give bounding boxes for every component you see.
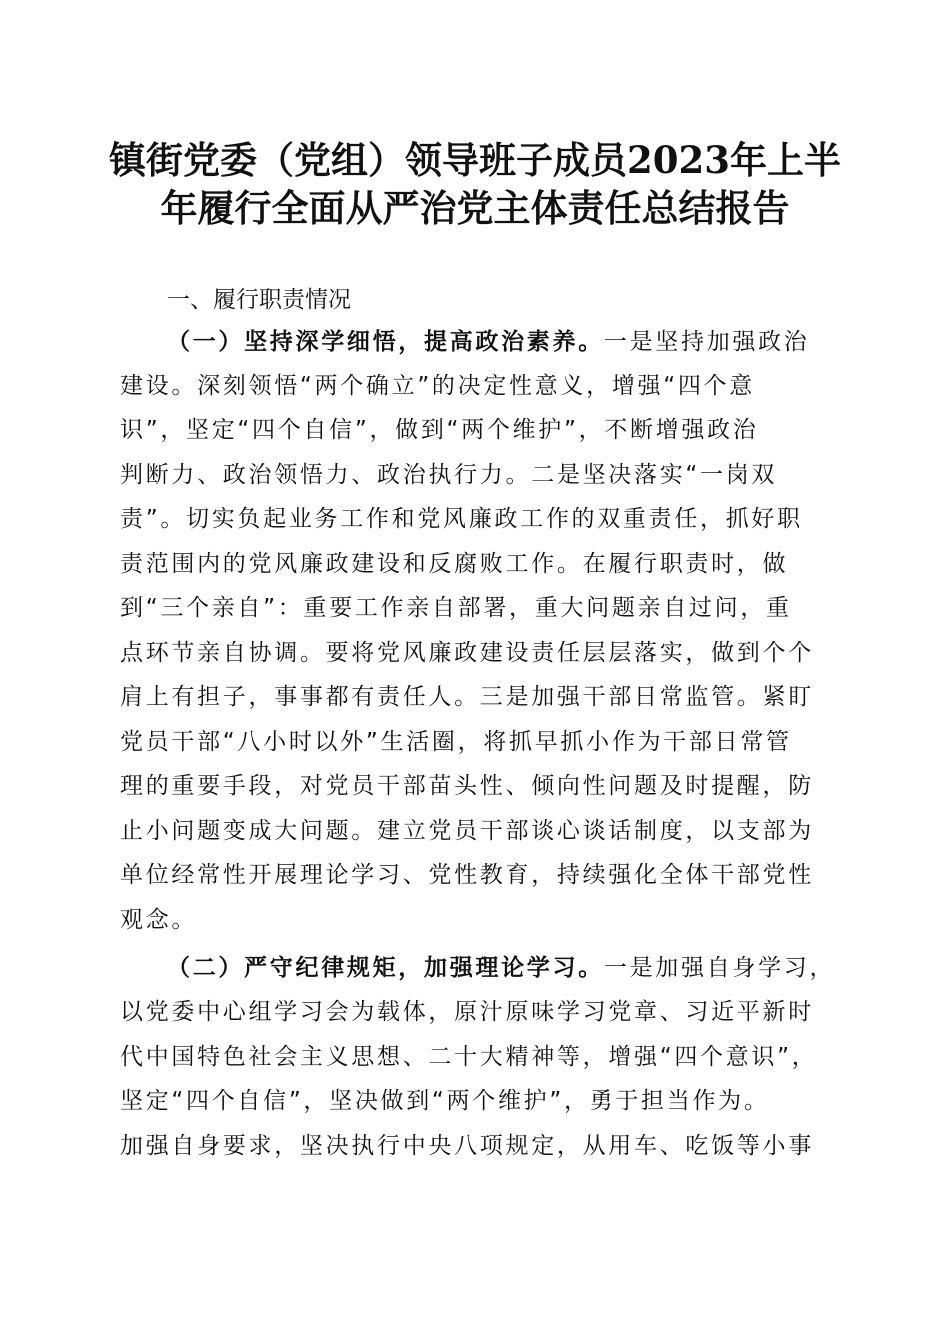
paragraph-2-lead: （二）严守纪律规矩，加强理论学习。 [167, 955, 604, 981]
paragraph-1-line: 观念。 [120, 907, 198, 933]
paragraph-2-line: 代中国特色社会主义思想、二十大精神等，增强“四个意识”， [120, 1044, 818, 1070]
paragraph-2-line: 坚定“四个自信”，坚决做到“两个维护”，勇于担当作为。 [120, 1088, 770, 1114]
paragraph-2-line-1 [167, 952, 835, 984]
paragraph-1-line: 单位经常性开展理论学习、党性教育，持续强化全体干部党性 [120, 862, 814, 888]
paragraph-1-line: 点环节亲自协调。要将党风廉政建设责任层层落实，做到个个 [120, 640, 814, 666]
paragraph-2-line-1-text: 一是加强自身学习， [603, 955, 836, 981]
paragraph-1-line-1-text: 一是坚持加强政治 [603, 329, 810, 355]
paragraph-1-line: 到“三个亲自”：重要工作亲自部署，重大问题亲自过问，重 [120, 595, 792, 621]
paragraph-1-line: 责范围内的党风廉政建设和反腐败工作。在履行职责时，做 [120, 551, 789, 577]
paragraph-1-line-1 [167, 326, 810, 358]
paragraph-1-line: 识”，坚定“四个自信”，做到“两个维护”，不断增强政治 [120, 417, 759, 443]
paragraph-1-line: 党员干部“八小时以外”生活圈，将抓早抓小作为干部日常管 [120, 729, 792, 755]
paragraph-1-line: 责”。切实负起业务工作和党风廉政工作的双重责任，抓好职 [120, 506, 803, 532]
paragraph-1-line: 理的重要手段，对党员干部苗头性、倾向性问题及时提醒，防 [120, 773, 814, 799]
paragraph-1-line: 肩上有担子，事事都有责任人。三是加强干部日常监管。紧盯 [120, 684, 814, 710]
document-title-line-1: 镇街党委（党组）领导班子成员2023年上半 [109, 138, 841, 182]
paragraph-1-line: 建设。深刻领悟“两个确立”的决定性意义，增强“四个意 [120, 373, 755, 399]
document-title-line-2: 年履行全面从严治党主体责任总结报告 [160, 186, 790, 230]
paragraph-2-line: 以党委中心组学习会为载体，原汁原味学习党章、习近平新时 [120, 999, 814, 1025]
paragraph-2-line: 加强自身要求，坚决执行中央八项规定，从用车、吃饭等小事 [120, 1133, 814, 1159]
paragraph-1-line: 判断力、政治领悟力、政治执行力。二是坚决落实“一岗双 [120, 462, 778, 488]
paragraph-1-line: 止小问题变成大问题。建立党员干部谈心谈话制度，以支部为 [120, 818, 814, 844]
paragraph-1-lead: （一）坚持深学细悟，提高政治素养。 [167, 329, 604, 355]
section-heading: 一、履行职责情况 [167, 287, 351, 313]
